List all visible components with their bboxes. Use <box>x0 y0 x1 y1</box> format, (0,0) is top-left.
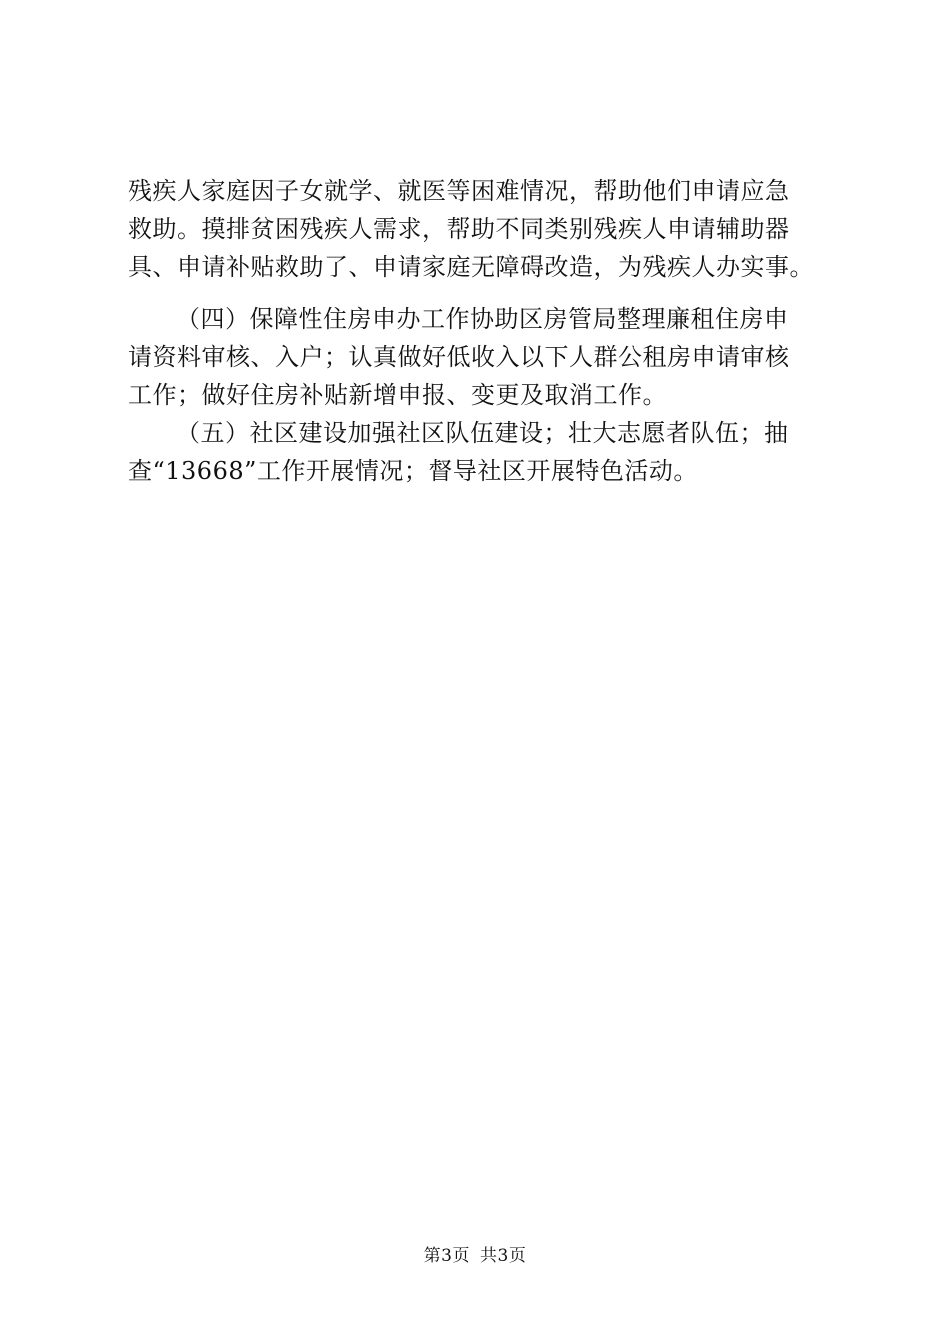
text-line: 请资料审核、入户；认真做好低收入以下人群公租房申请审核 <box>128 343 790 371</box>
text-line: 救助。摸排贫困残疾人需求，帮助不同类别残疾人申请辅助器 <box>128 215 790 243</box>
text-line: 残疾人家庭因子女就学、就医等困难情况，帮助他们申请应急 <box>128 177 790 205</box>
paragraph-spacer <box>128 286 858 300</box>
page-total: 共3页 <box>480 1246 527 1266</box>
document-body <box>128 172 858 490</box>
paragraph-housing <box>128 300 858 414</box>
page-number: 第3页 <box>423 1246 470 1266</box>
paragraph-disability-aid <box>128 172 858 286</box>
text-line: （五）社区建设加强社区队伍建设；壮大志愿者队伍；抽 <box>176 419 789 447</box>
text-line: （四）保障性住房申办工作协助区房管局整理廉租住房申 <box>176 305 789 333</box>
text-line: 具、申请补贴救助了、申请家庭无障碍改造，为残疾人办实事。 <box>128 253 814 281</box>
page-footer <box>0 1241 950 1266</box>
text-line: 查“13668”工作开展情况；督导社区开展特色活动。 <box>128 457 698 485</box>
paragraph-community <box>128 414 858 490</box>
text-line: 工作；做好住房补贴新增申报、变更及取消工作。 <box>128 381 667 409</box>
